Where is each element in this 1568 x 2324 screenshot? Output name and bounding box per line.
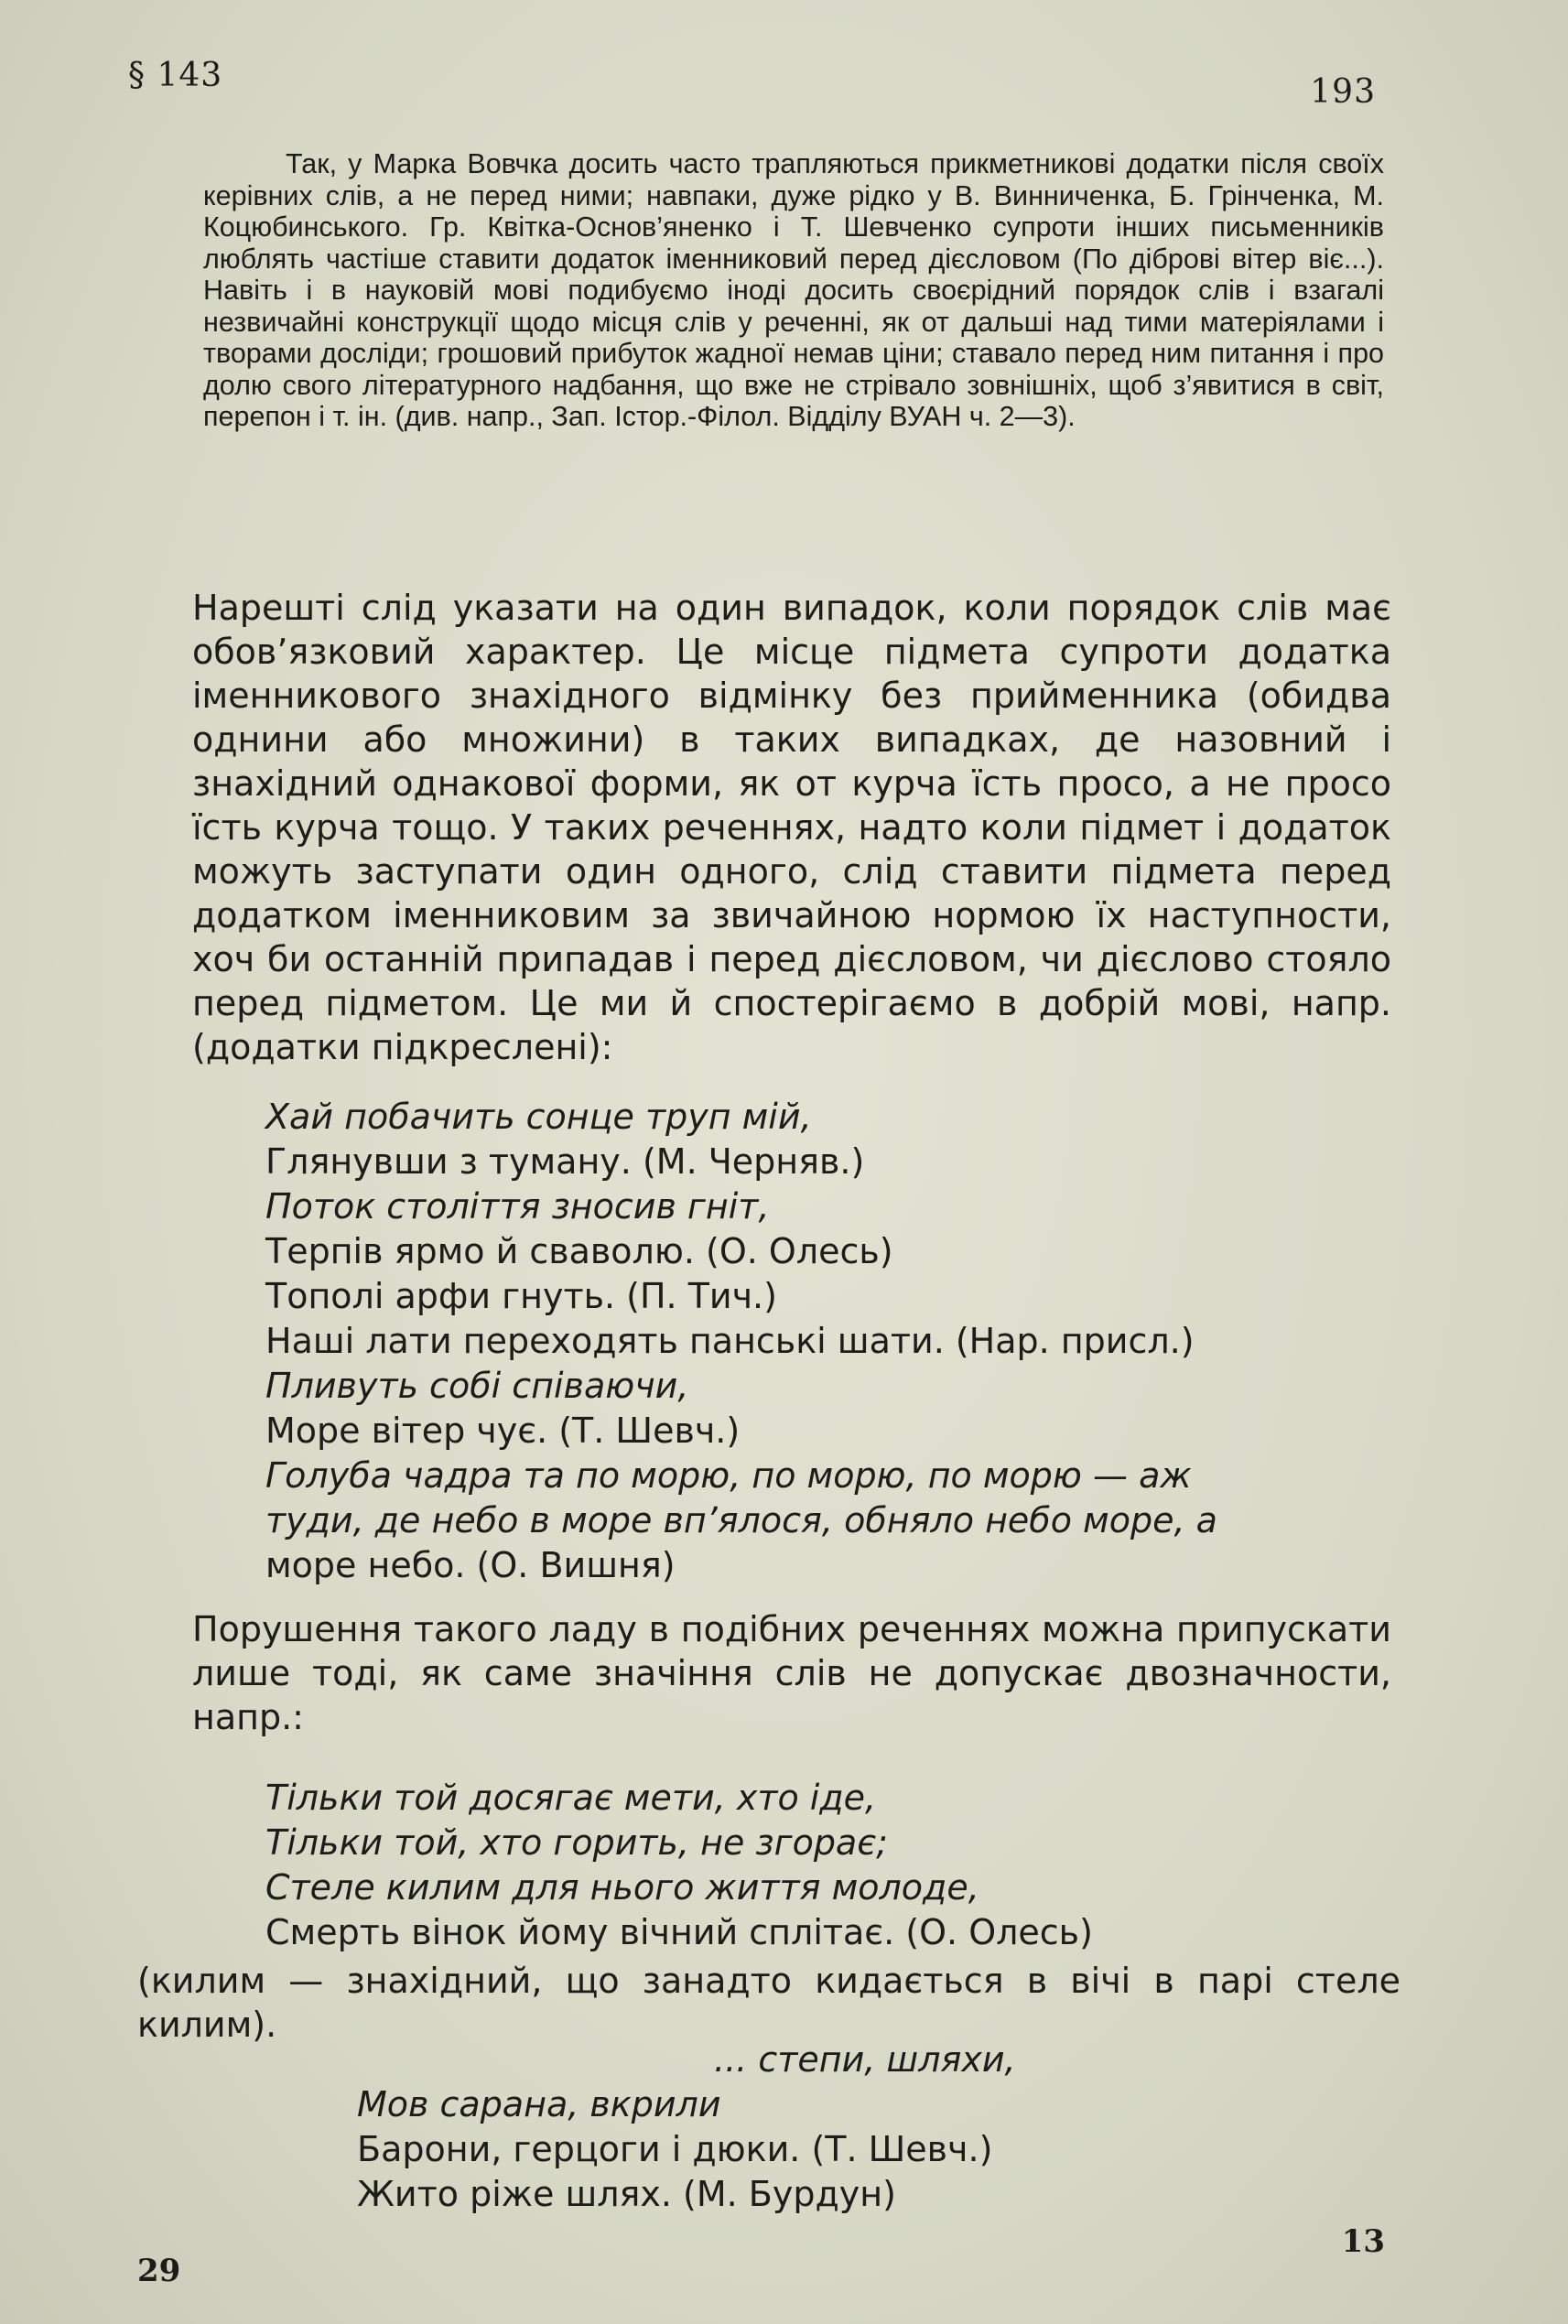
verse-line: Пливуть собі співаючи, — [265, 1366, 689, 1406]
main-paragraph-2 — [192, 1607, 1391, 1739]
verse-line: Тільки той досягає мети, хто іде, — [265, 1778, 877, 1818]
verse-line: Глянувши з туману. (М. Черняв.) — [265, 1141, 865, 1182]
verse-line: Жито ріже шлях. (М. Бурдун) — [357, 2174, 896, 2214]
verse-line: море небо. (О. Вишня) — [265, 1545, 676, 1585]
paragraph-1-text: Нарешті слід указати на один випадок, коли порядок слів має обов’язковий характер. Це місце підмета супроти додатка іменникового знахідного відмінку без прийменника (обидва однини або множини) в таких випадках, де назовний і знахідний однакової форми, як от курча їсть просо, а не просо їсть курча тощо. У таких реченнях, надто коли підмет і додаток можуть заступати один одного, слід ставити підмета перед додатком іменниковим за звичайною нормою їх наступности, хоч би останній припадав і перед дієсловом, чи дієслово стояло перед підметом. Це ми й спостерігаємо в добрій мові, напр. (додатки підкреслені): — [192, 588, 1391, 1067]
small-print-paragraph — [203, 148, 1384, 433]
verse-line: ... степи, шляхи, — [714, 2039, 1016, 2080]
verse-line: Наші лати переходять панські шати. (Нар. присл.) — [265, 1321, 1195, 1361]
verse-block-2 — [265, 1776, 1093, 1955]
page-number: 193 — [1310, 73, 1376, 111]
verse-line: Тополі арфи гнуть. (П. Тич.) — [265, 1276, 777, 1316]
verse-block-1 — [265, 1095, 1217, 1588]
verse-line: туди, де небо в море вп’ялося, обняло небо море, а — [265, 1500, 1217, 1540]
verse-line: Голуба чадра та по морю, по морю, по морю — аж — [265, 1455, 1192, 1496]
main-paragraph-1 — [192, 586, 1391, 1069]
verse-line: Стеле килим для нього життя молоде, — [265, 1867, 979, 1908]
verse-line: Терпів ярмо й сваволю. (О. Олесь) — [265, 1231, 893, 1271]
verse-line: Море вітер чує. (Т. Шевч.) — [265, 1411, 741, 1451]
signature-mark: 29 — [137, 2253, 181, 2289]
verse-block-3 — [357, 2038, 1016, 2217]
verse-line: Хай побачить сонце труп мій, — [265, 1097, 812, 1137]
note-line: (килим — знахідний, що занадто кидається в вічі в парі стеле килим). — [137, 1961, 1400, 2045]
verse-line: Смерть вінок йому вічний сплітає. (О. Олесь) — [265, 1912, 1093, 1952]
verse-line: Мов сарана, вкрили — [357, 2084, 721, 2124]
sheet-number: 13 — [1341, 2223, 1385, 2260]
section-number: § 143 — [128, 57, 223, 94]
verse-line: Поток століття зносив гніт, — [265, 1186, 770, 1227]
verse-line: Барони, герцоги і дюки. (Т. Шевч.) — [357, 2129, 993, 2169]
verse-line: Тільки той, хто горить, не згорає; — [265, 1822, 888, 1863]
small-paragraph-text: Так, у Марка Вовчка досить часто трапляються прикметникові додатки після своїх керівних слів, а не перед ними; навпаки, дуже рідко у В. Винниченка, Б. Грінченка, М. Коцюбинського. Гр. Квітка-Основ’яненко і Т. Шевченко супроти інших письменників люблять частіше ставити додаток іменниковий перед дієсловом (По діброві вітер віє...). Навіть і в науковій мові подибуємо іноді досить своєрідний порядок слів і взагалі незвичайні конструкції щодо місця слів у реченні, як от дальші над тими матеріялами і творами досліди; грошовий прибуток жадної немав ціни; ставало перед ним питання і про долю свого літературного надбання, що вже не стрівало зовнішніх, щоб з’явитися в світ, перепон і т. ін. (див. напр., Зап. Істор.-Філол. Відділу ВУАН ч. 2—3). — [203, 148, 1384, 432]
paragraph-2-text: Порушення такого ладу в подібних реченнях можна припускати лише тоді, як саме значіння слів не допускає двозначности, напр.: — [192, 1609, 1391, 1737]
